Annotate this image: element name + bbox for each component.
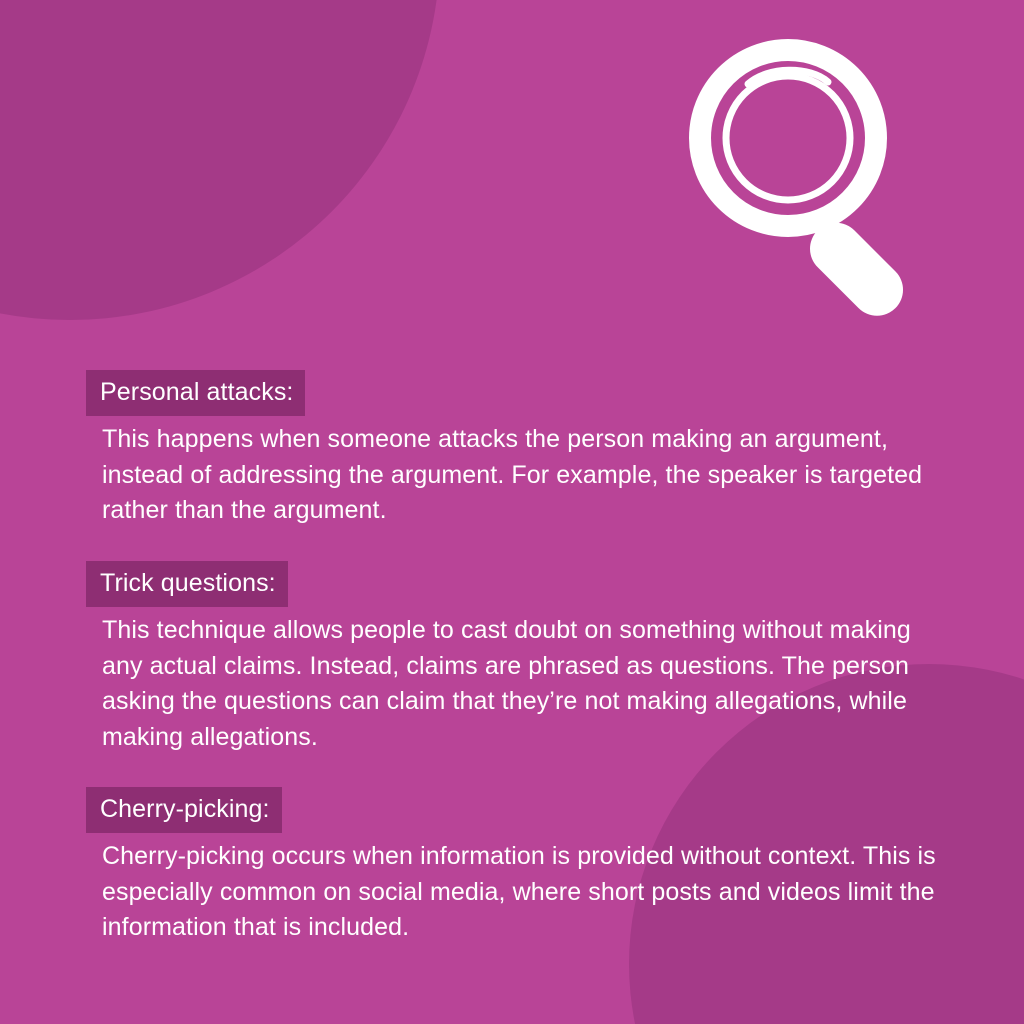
magnifying-glass-icon — [676, 26, 966, 316]
fallacy-list — [86, 370, 956, 946]
decorative-blob-top-left — [0, 0, 440, 320]
list-item — [86, 561, 956, 755]
section-heading-cherry-picking: Cherry-picking: — [86, 787, 282, 833]
list-item — [86, 787, 956, 946]
section-body-trick-questions: This technique allows people to cast doubt on something without making any actual claims. Instead, claims are phrased as questions. The person asking the questions can claim that they’re not making allegations, while making allegations. — [102, 616, 911, 751]
section-heading-personal-attacks: Personal attacks: — [86, 370, 305, 416]
section-heading-trick-questions: Trick questions: — [86, 561, 288, 607]
section-body-personal-attacks: This happens when someone attacks the person making an argument, instead of addressing the argument. For example, the speaker is targeted rather than the argument. — [102, 425, 923, 525]
list-item — [86, 370, 956, 529]
section-body-cherry-picking: Cherry-picking occurs when information is provided without context. This is especially common on social media, where short posts and videos limit the information that is included. — [102, 842, 936, 942]
